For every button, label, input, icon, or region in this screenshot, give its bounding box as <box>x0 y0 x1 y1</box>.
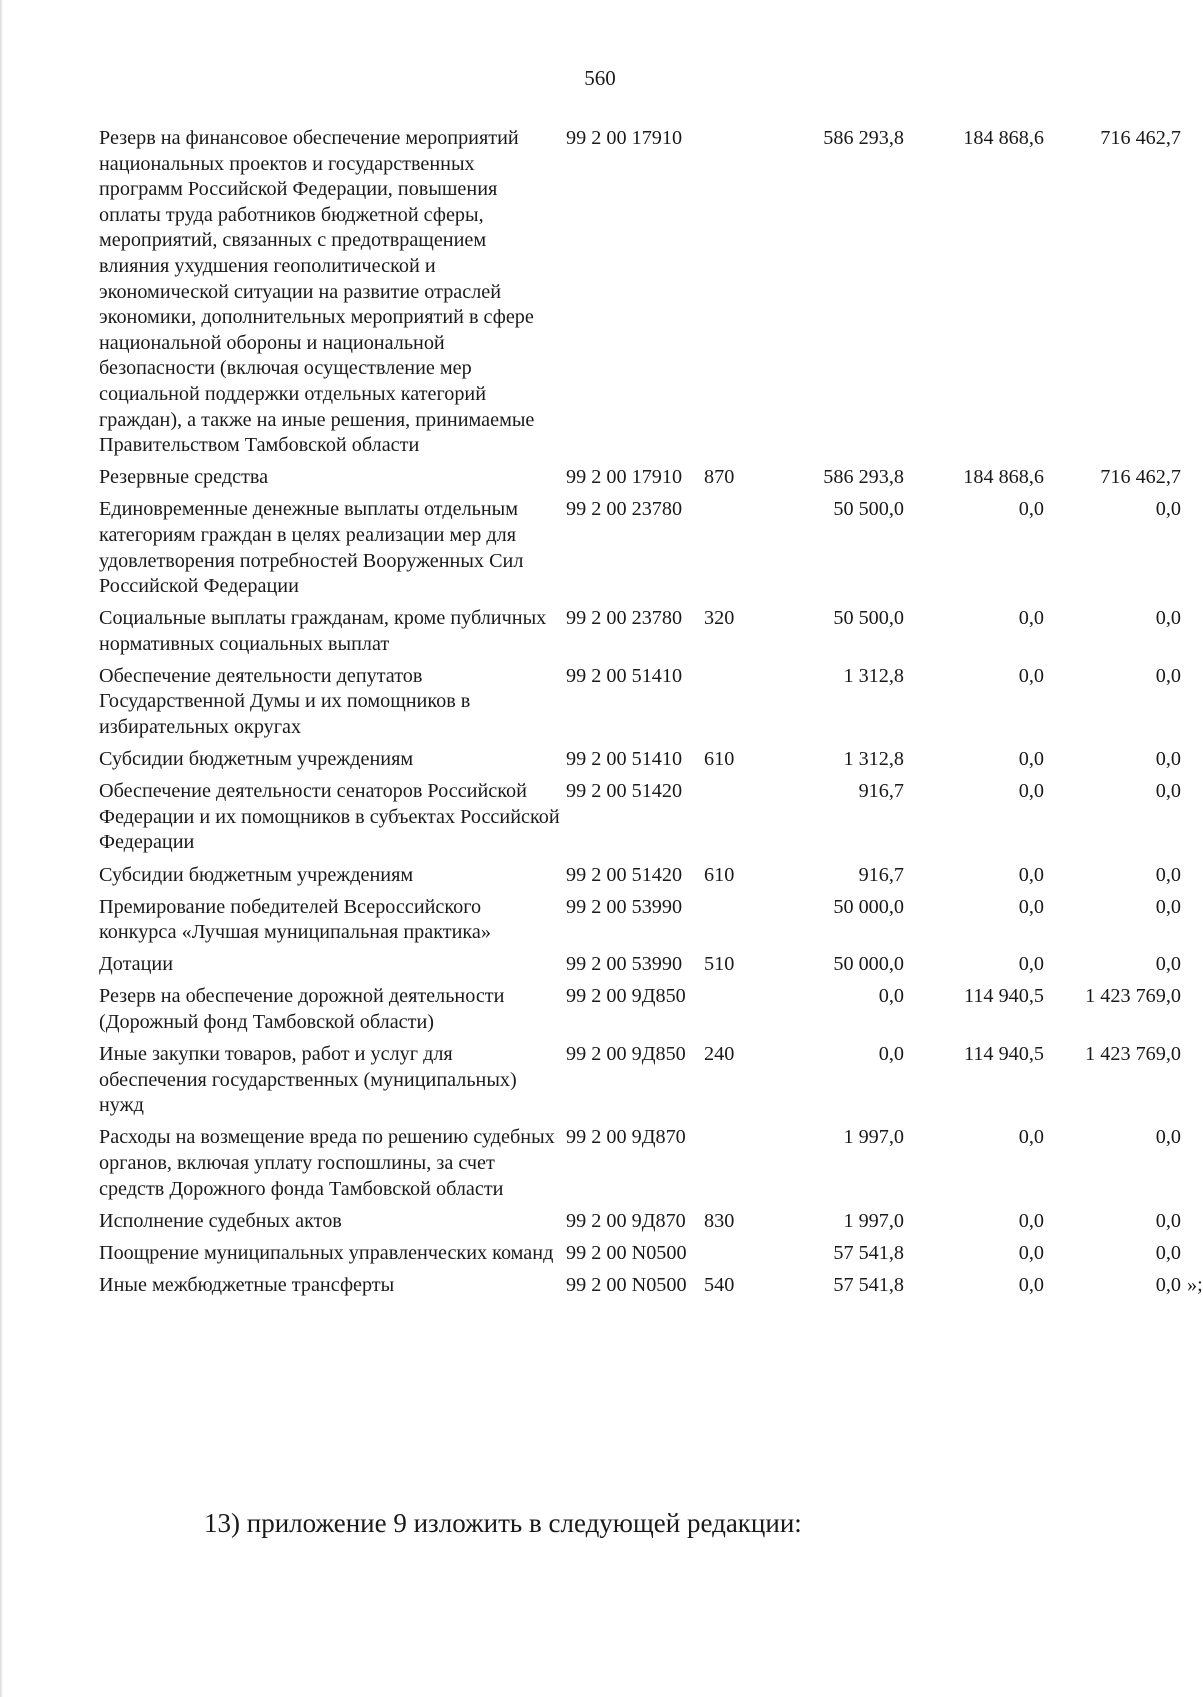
row-value-1: 586 293,8 <box>823 466 904 489</box>
row-value-3: 0,0 <box>1155 1241 1181 1264</box>
row-value-2: 0,0 <box>1018 1273 1044 1296</box>
row-value-3: 0,0 <box>1155 780 1181 803</box>
row-name: Субсидии бюджетным учреждениям <box>99 863 414 886</box>
row-value-2: 0,0 <box>1018 953 1044 976</box>
row-value-2: 0,0 <box>1018 498 1044 521</box>
table-row <box>99 984 1179 1035</box>
closing-quote: »; <box>1187 1273 1203 1296</box>
row-value-1: 916,7 <box>858 863 904 886</box>
instruction-text: 13) приложение 9 изложить в следующей редакции: <box>204 1508 802 1538</box>
row-code: 99 2 00 N0500 <box>566 1241 687 1264</box>
row-code: 99 2 00 9Д870 <box>566 1126 686 1149</box>
row-value-1: 1 312,8 <box>843 664 904 687</box>
row-value-3: 0,0 <box>1155 895 1181 918</box>
row-value-3: 716 462,7 <box>1100 127 1181 149</box>
row-value-2: 0,0 <box>1018 1209 1044 1232</box>
row-value-1: 1 997,0 <box>843 1126 904 1149</box>
row-name: Социальные выплаты гражданам, кроме публичных нормативных социальных выплат <box>99 607 547 655</box>
row-value-1: 50 500,0 <box>833 498 904 521</box>
table-row <box>99 779 1179 856</box>
row-type: 510 <box>704 953 735 976</box>
row-value-3: 0,0 <box>1155 1209 1181 1232</box>
row-code: 99 2 00 9Д870 <box>566 1209 686 1232</box>
row-value-2: 0,0 <box>1018 780 1044 803</box>
row-name: Резервные средства <box>99 466 269 489</box>
row-code: 99 2 00 9Д850 <box>566 985 686 1008</box>
table-row <box>99 465 1179 491</box>
row-name: Иные закупки товаров, работ и услуг для обеспечения государственных (муниципальных) нужд <box>99 1043 517 1117</box>
row-value-2: 184 868,6 <box>963 127 1044 149</box>
row-code: 99 2 00 9Д850 <box>566 1043 686 1066</box>
row-value-3: 0,0 <box>1155 664 1181 687</box>
row-type: 610 <box>704 863 735 886</box>
row-name: Исполнение судебных актов <box>99 1209 342 1232</box>
row-value-3: 716 462,7 <box>1100 466 1181 489</box>
row-value-1: 0,0 <box>878 1043 904 1066</box>
row-value-1: 57 541,8 <box>833 1273 904 1296</box>
row-value-2: 0,0 <box>1018 607 1044 630</box>
row-value-1: 50 000,0 <box>833 953 904 976</box>
table-row <box>99 863 1179 889</box>
table-row <box>99 1042 1179 1119</box>
row-type: 320 <box>704 607 735 630</box>
row-name: Дотации <box>99 953 174 976</box>
row-value-1: 1 997,0 <box>843 1209 904 1232</box>
row-code: 99 2 00 17910 <box>566 466 683 489</box>
table-row <box>99 952 1179 978</box>
row-name: Поощрение муниципальных управленческих команд <box>99 1241 554 1264</box>
row-value-3: 0,0 <box>1155 953 1181 976</box>
row-type: 240 <box>704 1043 735 1066</box>
row-code: 99 2 00 51410 <box>566 748 683 771</box>
table-row <box>99 1273 1203 1299</box>
row-value-2: 0,0 <box>1018 1241 1044 1264</box>
row-value-2: 114 940,5 <box>963 1043 1044 1066</box>
row-name: Единовременные денежные выплаты отдельным категориям граждан в целях реализации мер для удовлетворения потребностей Вооруженных Сил Российской Федерации <box>99 498 524 598</box>
scan-edge <box>0 0 3 1697</box>
table-row <box>99 895 1179 946</box>
row-value-3: 0,0 <box>1155 498 1181 521</box>
row-value-1: 50 500,0 <box>833 607 904 630</box>
row-code: 99 2 00 53990 <box>566 953 683 976</box>
table-row <box>99 1209 1179 1235</box>
row-name: Премирование победителей Всероссийского конкурса «Лучшая муниципальная практика» <box>99 895 491 944</box>
row-type: 540 <box>704 1273 735 1296</box>
row-name: Обеспечение деятельности депутатов Государственной Думы и их помощников в избирательных округах <box>99 664 471 739</box>
row-value-2: 0,0 <box>1018 664 1044 687</box>
row-value-2: 114 940,5 <box>963 985 1044 1008</box>
row-value-2: 0,0 <box>1018 895 1044 918</box>
row-code: 99 2 00 23780 <box>566 607 683 630</box>
page-number: 560 <box>584 66 616 90</box>
row-value-3: 0,0 <box>1155 863 1181 886</box>
row-value-1: 1 312,8 <box>843 748 904 771</box>
table-row <box>99 1125 1179 1202</box>
row-value-3: 0,0 <box>1155 1126 1181 1149</box>
row-name: Субсидии бюджетным учреждениям <box>99 748 414 771</box>
row-name: Расходы на возмещение вреда по решению судебных органов, включая уплату госпошлины, за счет средств Дорожного фонда Тамбовской области <box>99 1126 555 1200</box>
row-value-2: 0,0 <box>1018 748 1044 771</box>
row-type: 830 <box>704 1209 735 1232</box>
row-name: Обеспечение деятельности сенаторов Российской Федерации и их помощников в субъектах Российской Федерации <box>99 780 560 854</box>
table-row <box>99 1241 1179 1267</box>
row-code: 99 2 00 53990 <box>566 895 683 918</box>
row-value-3: 1 423 769,0 <box>1085 985 1181 1008</box>
row-value-3: 1 423 769,0 <box>1085 1043 1181 1066</box>
table-row <box>99 126 1179 459</box>
table-row <box>99 747 1179 773</box>
row-name: Резерв на финансовое обеспечение мероприятий национальных проектов и государственных программ Российской Федерации, повышения оплаты труда работников бюджетной сферы, мероприятий, связанных с предотвращением влияния ухудшения геополитической и экономической ситуации на развитие отраслей экономики, дополнительных мероприятий в сфере национальной обороны и национальной безопасности (включая осуществление мер социальной поддержки отдельных категорий граждан), а также на иные решения, принимаемые Правительством Тамбовской области <box>99 127 535 457</box>
row-value-1: 586 293,8 <box>823 127 904 149</box>
row-value-2: 0,0 <box>1018 1126 1044 1149</box>
table-row <box>99 497 1179 599</box>
row-value-3: 0,0 »; <box>1044 1273 1181 1299</box>
row-type: 610 <box>704 748 735 771</box>
row-code: 99 2 00 51420 <box>566 780 683 803</box>
table-row <box>99 606 1179 657</box>
row-name: Резерв на обеспечение дорожной деятельности (Дорожный фонд Тамбовской области) <box>99 985 505 1033</box>
row-code: 99 2 00 51410 <box>566 664 683 687</box>
row-code: 99 2 00 N0500 <box>566 1273 687 1296</box>
row-value-1: 50 000,0 <box>833 895 904 918</box>
row-value-1: 916,7 <box>858 780 904 803</box>
budget-table <box>99 126 1203 1305</box>
table-row <box>99 664 1179 741</box>
row-value-1: 57 541,8 <box>833 1241 904 1264</box>
row-type: 870 <box>704 466 735 489</box>
row-code: 99 2 00 17910 <box>566 127 683 149</box>
row-value-2: 0,0 <box>1018 863 1044 886</box>
row-name: Иные межбюджетные трансферты <box>99 1273 395 1296</box>
row-code: 99 2 00 51420 <box>566 863 683 886</box>
row-code: 99 2 00 23780 <box>566 498 683 521</box>
row-value-2: 184 868,6 <box>963 466 1044 489</box>
row-value-1: 0,0 <box>878 985 904 1008</box>
row-value-3: 0,0 <box>1155 748 1181 771</box>
row-value-3: 0,0 <box>1155 607 1181 630</box>
